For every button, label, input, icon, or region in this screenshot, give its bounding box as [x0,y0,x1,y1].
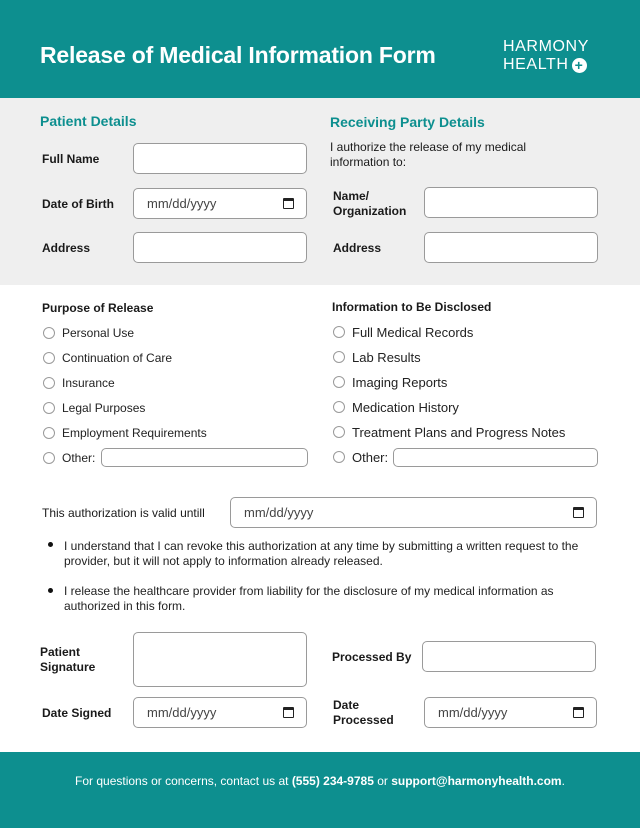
purpose-heading: Purpose of Release [42,301,154,315]
statement-revoke-line1: I understand that I can revoke this authorization at any time by submitting a written request to the [64,539,579,553]
authorize-text-line1: I authorize the release of my medical [330,140,527,154]
option-label: Personal Use [62,326,135,340]
radio-button[interactable] [43,402,55,414]
calendar-icon[interactable] [283,707,294,718]
footer-banner [0,752,640,828]
harmony-health-logo [503,38,589,74]
full-name-label: Full Name [42,152,100,166]
option-label: Medication History [352,399,459,415]
option-label: Continuation of Care [62,351,173,365]
logo-line2-row [503,56,589,74]
option-label: Legal Purposes [62,401,146,415]
dob-label: Date of Birth [42,197,114,211]
purpose-option-other[interactable] [43,450,95,466]
purpose-option-employment[interactable] [43,425,207,441]
patient-signature-label-1: Patient [40,645,81,659]
receiving-address-field[interactable] [424,232,598,263]
date-processed-placeholder: mm/dd/yyyy [438,705,508,720]
form-title: Release of Medical Information Form [40,42,436,68]
footer-email-link[interactable]: support@harmonyhealth.com [391,774,562,788]
calendar-icon[interactable] [283,198,294,209]
disclosed-heading: Information to Be Disclosed [332,300,492,314]
statement-liability-line1: I release the healthcare provider from liability for the disclosure of my medical information as [64,584,554,598]
disclosed-option-full-records[interactable] [333,324,473,340]
footer-text-before: For questions or concerns, contact us at [75,774,292,788]
processed-by-field[interactable] [422,641,596,672]
authorize-text-line2: information to: [330,155,407,169]
organization-field[interactable] [424,187,598,218]
purpose-option-insurance[interactable] [43,375,115,391]
organization-label-1: Name/ [333,189,370,203]
radio-button[interactable] [333,451,345,463]
date-signed-field[interactable] [133,697,307,728]
footer-contact-text [0,774,640,788]
option-label: Full Medical Records [352,324,474,340]
patient-details-title: Patient Details [40,113,137,129]
validity-label: This authorization is valid untill [42,506,205,520]
logo-line1: HARMONY [503,38,589,55]
processed-by-label: Processed By [332,650,412,664]
purpose-option-personal-use[interactable] [43,325,134,341]
calendar-icon[interactable] [573,507,584,518]
validity-date-field[interactable] [230,497,597,528]
statement-revoke-line2: provider, but it will not apply to information already released. [64,554,383,568]
disclosed-option-lab-results[interactable] [333,349,421,365]
radio-button[interactable] [333,426,345,438]
radio-button[interactable] [333,351,345,363]
disclosed-option-medication[interactable] [333,399,459,415]
bullet-icon [48,542,53,547]
patient-signature-field[interactable] [133,632,307,687]
radio-button[interactable] [333,326,345,338]
bullet-icon [48,588,53,593]
date-signed-placeholder: mm/dd/yyyy [147,705,217,720]
receiving-address-label: Address [333,241,382,255]
footer-phone[interactable]: (555) 234-9785 [291,774,374,788]
radio-button[interactable] [333,376,345,388]
purpose-option-continuation[interactable] [43,350,172,366]
disclosed-other-field[interactable] [393,448,598,467]
patient-address-field[interactable] [133,232,307,263]
patient-signature-label-2: Signature [40,660,96,674]
disclosed-option-treatment[interactable] [333,424,565,440]
option-label: Other: [62,451,96,465]
dob-date-field[interactable] [133,188,307,219]
option-label: Imaging Reports [352,374,448,390]
footer-text-end: . [561,774,565,788]
full-name-field[interactable] [133,143,307,174]
radio-button[interactable] [43,327,55,339]
date-signed-label: Date Signed [42,706,112,720]
validity-placeholder: mm/dd/yyyy [244,505,314,520]
option-label: Other: [352,449,389,465]
radio-button[interactable] [43,377,55,389]
radio-button[interactable] [43,352,55,364]
calendar-icon[interactable] [573,707,584,718]
option-label: Insurance [62,376,115,390]
plus-icon: + [572,58,587,73]
footer-text-mid: or [373,774,392,788]
disclosed-option-imaging[interactable] [333,374,447,390]
purpose-other-field[interactable] [101,448,308,467]
date-processed-label-1: Date [333,698,360,712]
date-processed-label-2: Processed [333,713,394,727]
logo-line2: HEALTH [503,56,569,73]
statement-liability-line2: authorized in this form. [64,599,186,613]
date-processed-field[interactable] [424,697,597,728]
patient-address-label: Address [42,241,91,255]
option-label: Treatment Plans and Progress Notes [352,424,566,440]
purpose-option-legal[interactable] [43,400,145,416]
radio-button[interactable] [43,427,55,439]
organization-label-2: Organization [333,204,407,218]
disclosed-option-other[interactable] [333,449,388,465]
radio-button[interactable] [43,452,55,464]
header-banner [0,0,640,98]
receiving-party-title: Receiving Party Details [330,114,485,130]
radio-button[interactable] [333,401,345,413]
dob-placeholder: mm/dd/yyyy [147,196,217,211]
option-label: Lab Results [352,349,421,365]
option-label: Employment Requirements [62,426,207,440]
